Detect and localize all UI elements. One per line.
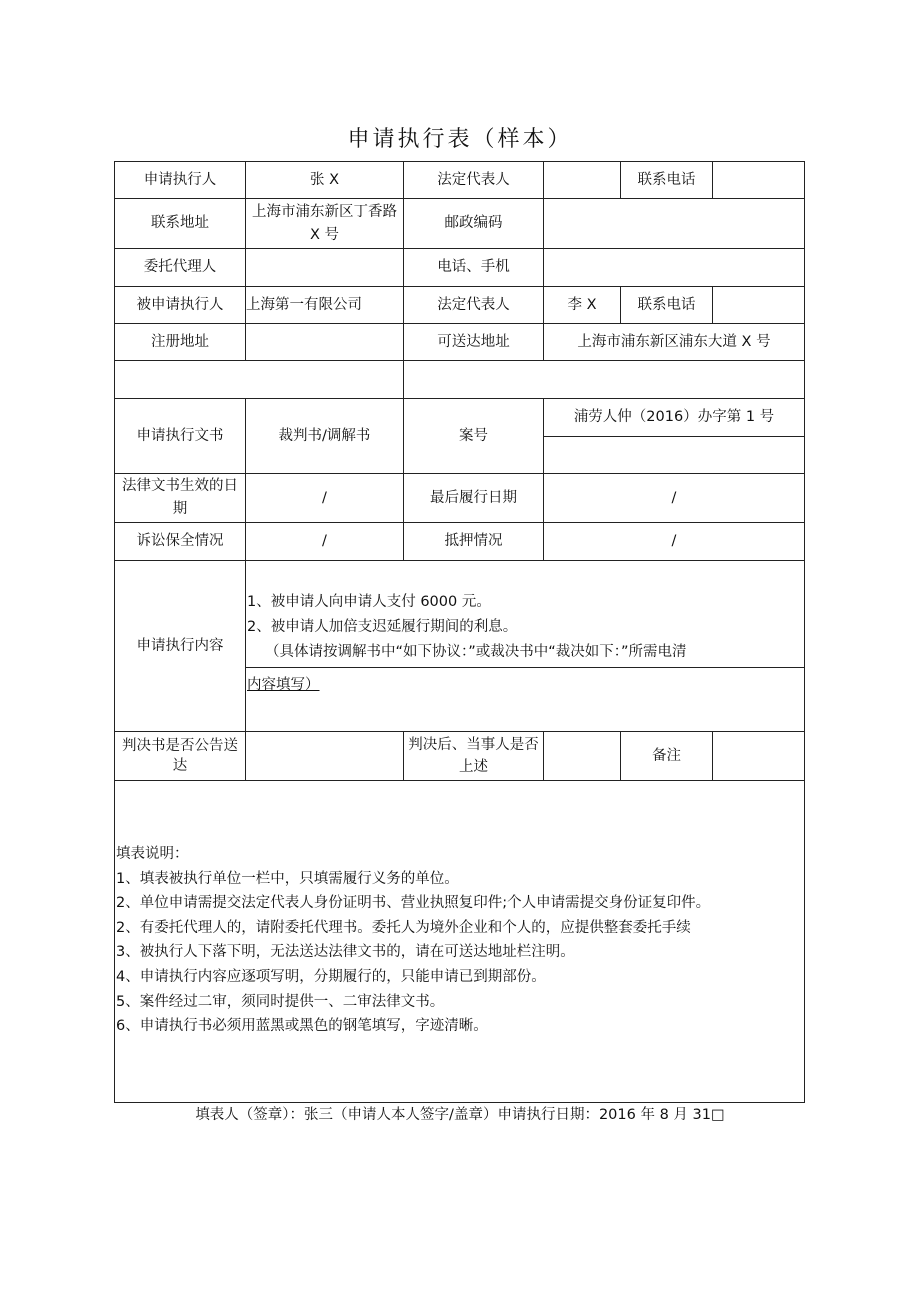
doc-label: 申请执行文书	[114, 398, 246, 474]
mortgage-label: 抵押情况	[403, 522, 544, 561]
note-item: 2、单位申请需提交法定代表人身份证明书、营业执照复印件;个人申请需提交身份证复印件。	[116, 895, 711, 912]
legal-rep-label: 法定代表人	[403, 161, 544, 199]
agent-value[interactable]	[245, 248, 404, 287]
note-item: 1、填表被执行单位一栏中，只填需履行义务的单位。	[116, 870, 459, 887]
deliver-address-value[interactable]: 上海市浦东新区浦东大道 X 号	[543, 323, 805, 361]
applicant-value[interactable]: 张 X	[245, 161, 404, 199]
legal-rep-value[interactable]	[543, 161, 621, 199]
content-line: 1、被申请人向申请人支付 6000 元。	[247, 594, 491, 610]
reg-address-value[interactable]	[245, 323, 404, 361]
page-title: 申请执行表（样本）	[347, 127, 573, 152]
content-label: 申请执行内容	[114, 560, 246, 732]
note-item: 3、被执行人下落下明，无法送达法律文书的，请在可送达地址栏注明。	[116, 944, 575, 961]
address-label: 联系地址	[114, 198, 246, 249]
content-cell-2[interactable]	[245, 667, 805, 732]
note-item: 2、有委托代理人的，请附委托代理书。委托人为境外企业和个人的，应提供整套委托手续	[116, 919, 691, 936]
announce-value[interactable]	[245, 731, 404, 781]
doc-value[interactable]: 裁判书/调解书	[245, 398, 404, 474]
postcode-value[interactable]	[543, 198, 805, 249]
last-date-label: 最后履行日期	[403, 473, 544, 523]
after-label: 判决后、当事人是否上述	[403, 731, 544, 781]
respondent-label: 被申请执行人	[114, 286, 246, 324]
blank-cell[interactable]	[403, 360, 805, 399]
case-no-value[interactable]: 浦劳人仲（2016）办字第 1 号	[543, 398, 805, 437]
announce-label: 判决书是否公告送达	[114, 731, 246, 781]
phone-label: 联系电话	[620, 161, 713, 199]
preservation-value[interactable]: /	[245, 522, 404, 561]
preservation-label: 诉讼保全情况	[114, 522, 246, 561]
remark-label: 备注	[620, 731, 713, 781]
note-item: 6、申请执行书必须用蓝黑或黑色的钢笔填写，字迹清晰。	[116, 1018, 488, 1035]
content-text	[247, 590, 687, 665]
case-no-label: 案号	[403, 398, 544, 474]
agent-label: 委托代理人	[114, 248, 246, 287]
respondent-phone-value[interactable]	[712, 286, 805, 324]
content-line: （具体请按调解书中“如下协议：”或裁决书中“裁决如下：”所需电清	[265, 644, 687, 660]
content-tail: 内容填写）	[247, 677, 320, 693]
effective-date-label: 法律文书生效的日期	[114, 473, 246, 523]
applicant-label: 申请执行人	[114, 161, 246, 199]
deliver-address-label: 可送达地址	[403, 323, 544, 361]
agent-phone-label: 电话、手机	[403, 248, 544, 287]
note-item: 4、申请执行内容应逐项写明，分期履行的，只能申请已到期部份。	[116, 968, 546, 985]
last-date-value[interactable]: /	[543, 473, 805, 523]
respondent-phone-label: 联系电话	[620, 286, 713, 324]
notes	[116, 842, 710, 1039]
phone-value[interactable]	[712, 161, 805, 199]
respondent-value[interactable]: 上海第一有限公司	[245, 286, 404, 324]
respondent-rep-value[interactable]: 李 X	[543, 286, 621, 324]
note-item: 5、案件经过二审，须同时提供一、二审法律文书。	[116, 993, 445, 1010]
notes-heading: 填表说明：	[116, 846, 189, 862]
content-line: 2、被申请人加倍支迟延履行期间的利息。	[247, 619, 518, 635]
address-value[interactable]: 上海市浦东新区丁香路 X 号	[245, 198, 404, 249]
case-no-extra[interactable]	[543, 436, 805, 474]
reg-address-label: 注册地址	[114, 323, 246, 361]
footer-signature: 填表人（签章）：张三（申请人本人签字/盖章）申请执行日期：2016 年 8 月 31□	[195, 1107, 725, 1123]
respondent-rep-label: 法定代表人	[403, 286, 544, 324]
postcode-label: 邮政编码	[403, 198, 544, 249]
after-value[interactable]	[543, 731, 621, 781]
agent-phone-value[interactable]	[543, 248, 805, 287]
mortgage-value[interactable]: /	[543, 522, 805, 561]
effective-date-value[interactable]: /	[245, 473, 404, 523]
remark-value[interactable]	[712, 731, 805, 781]
blank-cell[interactable]	[114, 360, 404, 399]
